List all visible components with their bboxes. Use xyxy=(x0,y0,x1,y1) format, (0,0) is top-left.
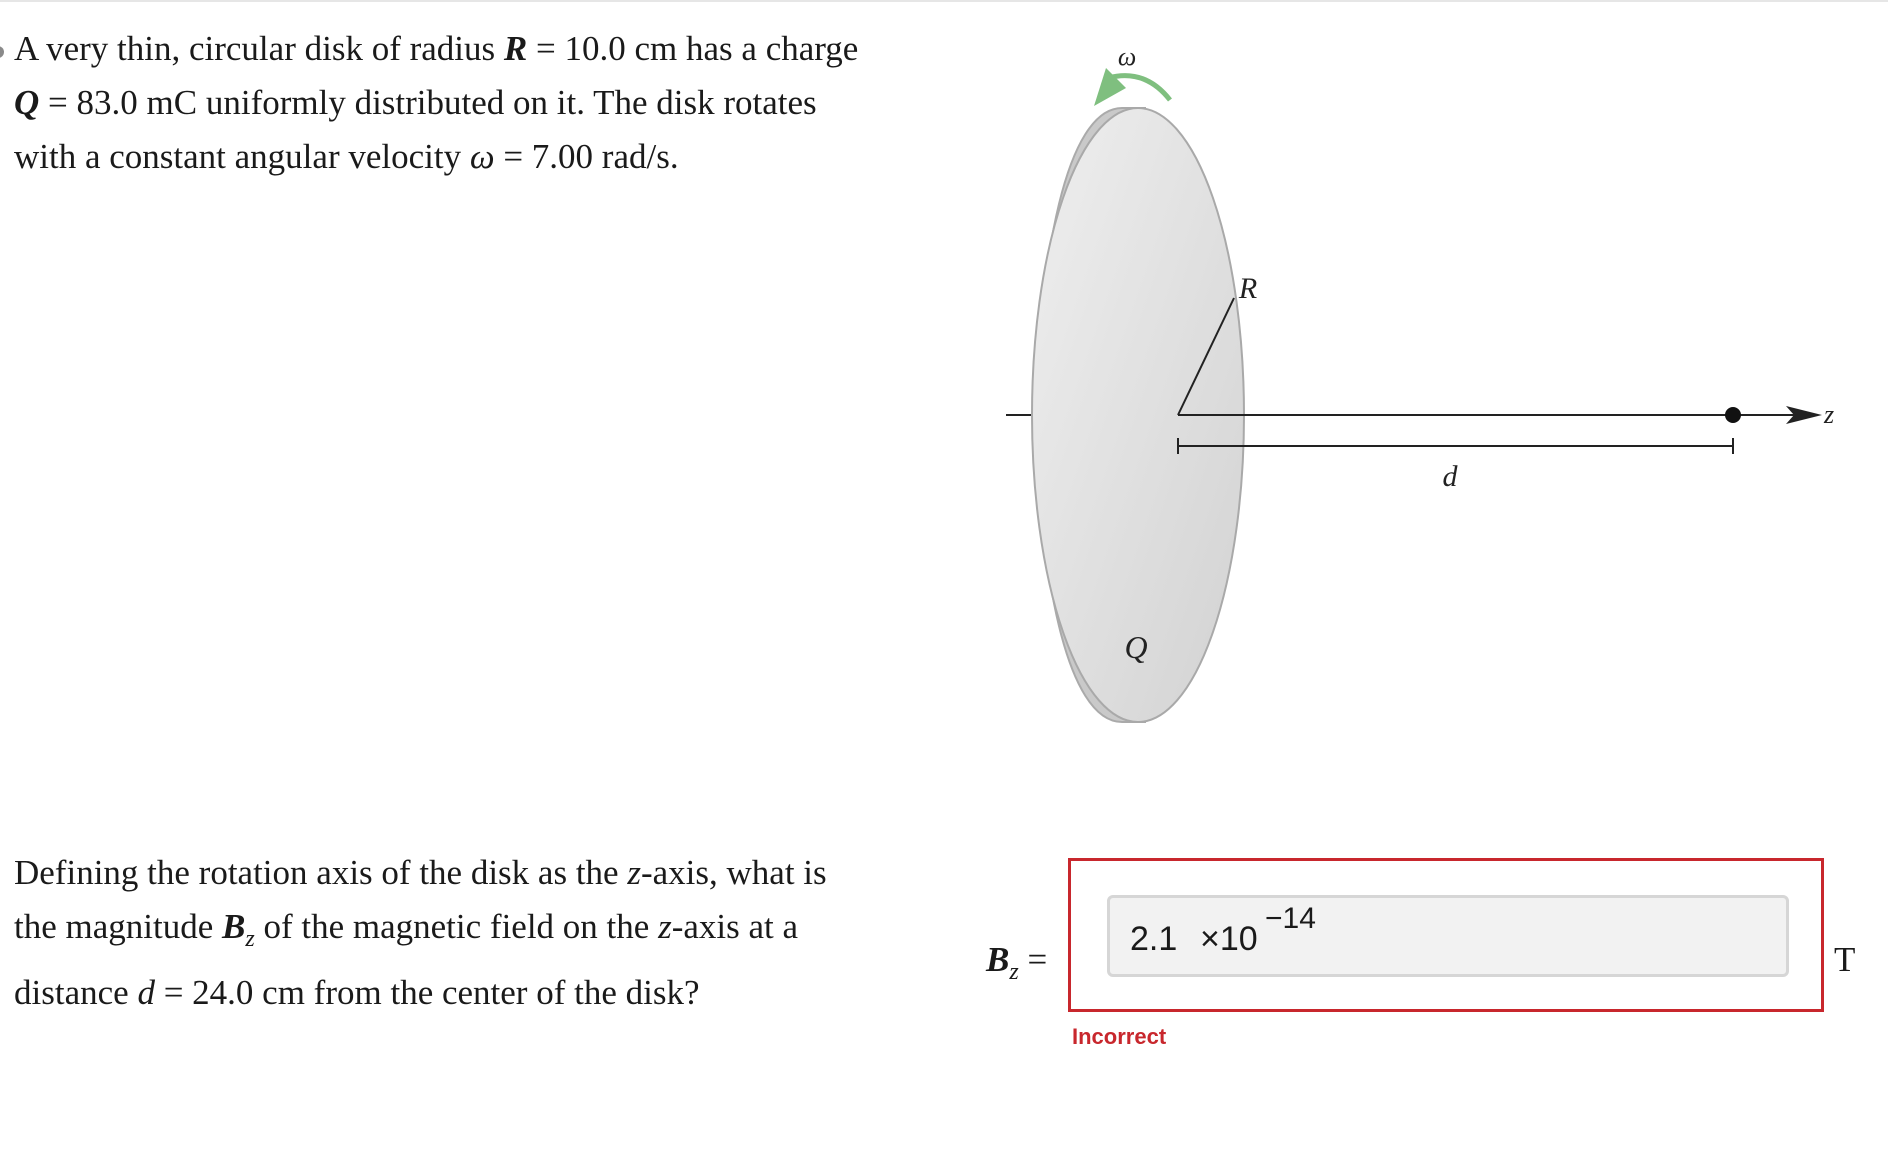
z-axis-label: z xyxy=(1824,400,1835,429)
answer-exponent: −14 xyxy=(1265,902,1316,935)
answer-box xyxy=(1068,858,1824,1012)
radius-label: R xyxy=(1238,272,1258,305)
question-statement: Defining the rotation axis of the disk as the z-axis, what is the magnitude $B_z$ of the magnetic field on the z-axis at a distance d = 24.0 cm from the center of the disk? xyxy=(14,853,827,1012)
field-point xyxy=(1725,407,1741,423)
distance-symbol: d xyxy=(137,973,155,1012)
problem-statement: A very thin, circular disk of radius R = 10.0 cm has a charge Q = 83.0 mC uniformly distributed on it. The disk rotates with a constant angular velocity ω = 7.00 rad/s. xyxy=(14,29,859,176)
answer-mantissa: 2.1 xyxy=(1130,920,1178,958)
incorrect-feedback: Incorrect xyxy=(1072,1024,1167,1049)
omega-label: ω xyxy=(1117,42,1137,71)
answer-times-ten: ×10 xyxy=(1200,920,1258,958)
disk-figure xyxy=(990,30,1870,750)
charge-symbol: Q xyxy=(14,83,40,122)
radius-symbol: R xyxy=(503,29,528,68)
unit-label: T xyxy=(1834,940,1856,979)
problem-bullet xyxy=(0,46,4,58)
disk-diagram xyxy=(990,30,1870,750)
answer-input[interactable] xyxy=(1107,895,1789,977)
answer-label: $B_z$ = xyxy=(986,940,1048,985)
omega-symbol: ω xyxy=(469,137,495,176)
distance-label: d xyxy=(1442,460,1458,493)
field-symbol: B xyxy=(222,907,246,946)
charge-label: Q xyxy=(1124,629,1148,665)
top-divider xyxy=(0,0,1888,2)
